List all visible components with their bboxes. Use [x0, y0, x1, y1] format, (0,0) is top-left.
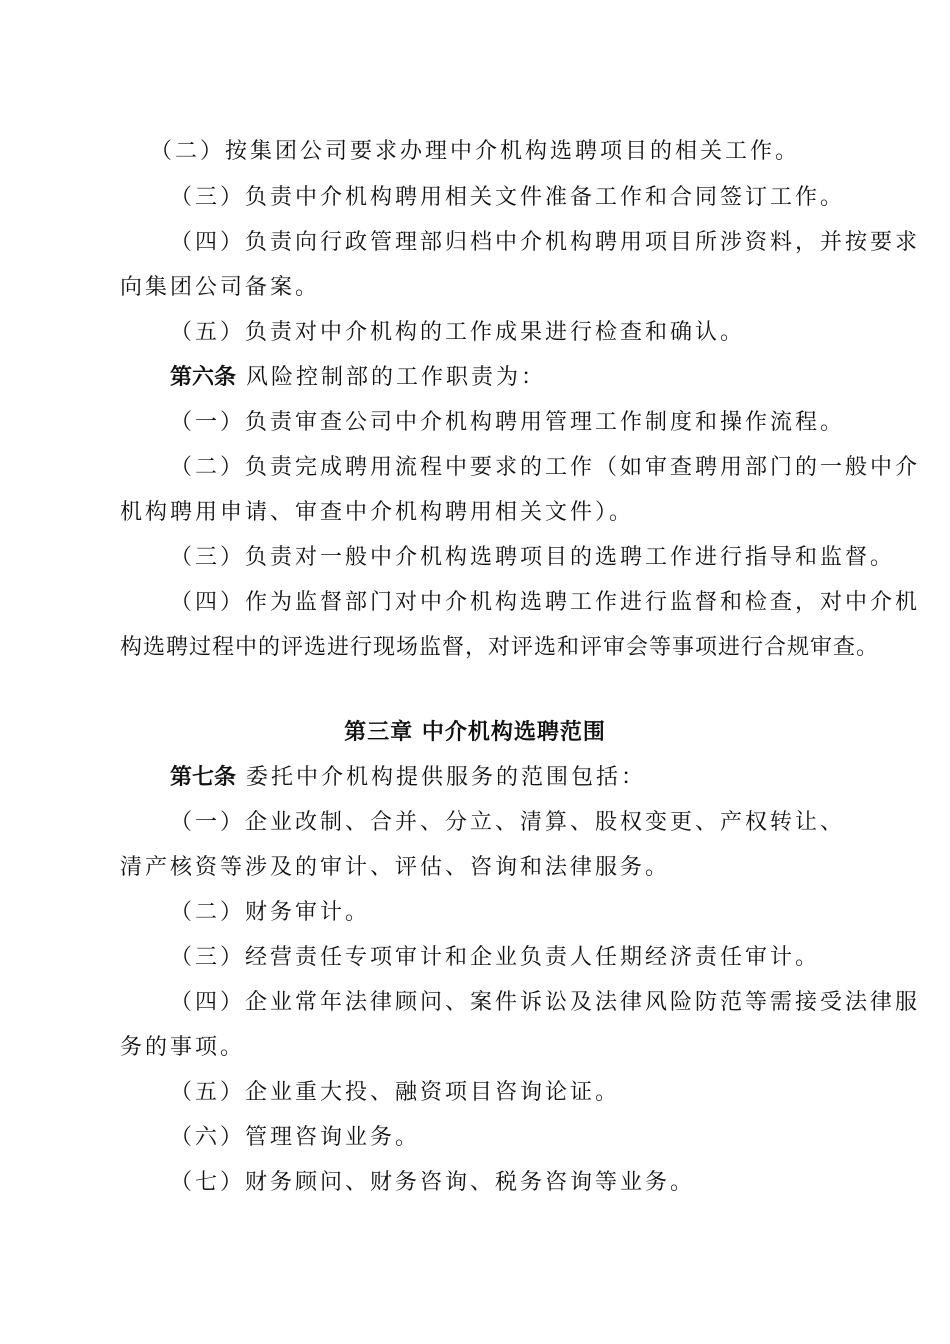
text-line: （六）管理咨询业务。	[170, 1125, 421, 1150]
text-line: 机构聘用申请、审查中介机构聘用相关文件）。	[120, 500, 635, 525]
article-line	[170, 763, 646, 793]
text-line: （一）负责审查公司中介机构聘用管理工作制度和操作流程。	[170, 410, 846, 435]
text-line: （一）企业改制、合并、分立、清算、股权变更、产权转让、	[170, 810, 846, 835]
article-text: 委托中介机构提供服务的范围包括：	[236, 765, 647, 790]
chapter-heading: 第三章 中介机构选聘范围	[344, 720, 606, 745]
text-line: （二）财务审计。	[170, 900, 371, 925]
article-line	[170, 363, 546, 393]
text-line: （七）财务顾问、财务咨询、税务咨询等业务。	[170, 1170, 696, 1195]
text-line: （二）按集团公司要求办理中介机构选聘项目的相关工作。	[150, 139, 801, 164]
text-line: （三）负责中介机构聘用相关文件准备工作和合同签订工作。	[170, 185, 846, 210]
article-text: 风险控制部的工作职责为：	[236, 365, 547, 390]
text-line: 务的事项。	[120, 1035, 246, 1060]
text-line: 构选聘过程中的评选进行现场监督，对评选和评审会等事项进行合规审查。	[120, 635, 880, 660]
text-line: 清产核资等涉及的审计、评估、咨询和法律服务。	[120, 855, 671, 880]
text-line: （四）企业常年法律顾问、案件诉讼及法律风险防范等需接受法律服	[170, 990, 921, 1015]
text-line: 向集团公司备案。	[120, 275, 321, 300]
text-line: （五）企业重大投、融资项目咨询论证。	[170, 1080, 621, 1105]
text-line: （四）作为监督部门对中介机构选聘工作进行监督和检查，对中介机	[170, 590, 921, 615]
text-line: （四）负责向行政管理部归档中介机构聘用项目所涉资料，并按要求	[170, 230, 921, 255]
text-line: （三）经营责任专项审计和企业负责人任期经济责任审计。	[170, 945, 821, 970]
article-label: 第六条	[170, 365, 237, 390]
text-line: （五）负责对中介机构的工作成果进行检查和确认。	[170, 320, 746, 345]
article-label: 第七条	[170, 765, 237, 790]
text-line: （二）负责完成聘用流程中要求的工作（如审查聘用部门的一般中介	[170, 455, 921, 480]
text-line: （三）负责对一般中介机构选聘项目的选聘工作进行指导和监督。	[170, 545, 896, 570]
